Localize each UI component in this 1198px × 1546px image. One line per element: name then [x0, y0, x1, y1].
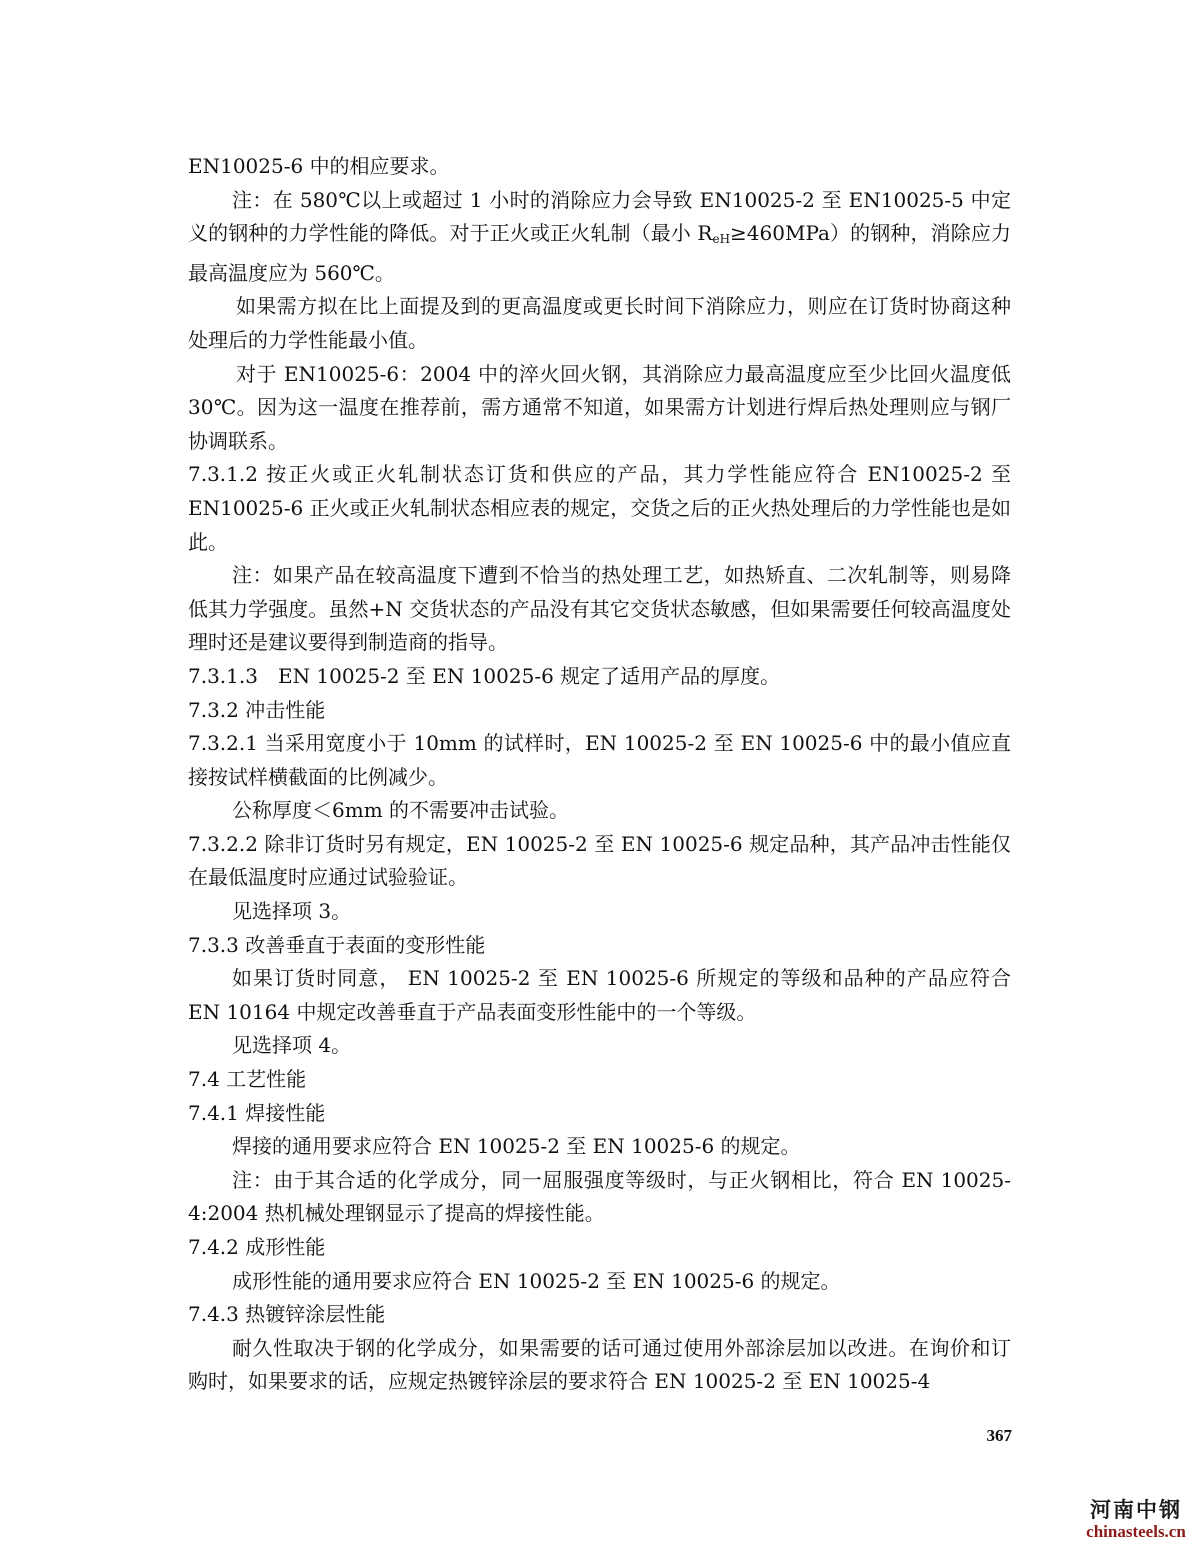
paragraph-continuation: EN10025-6 中的相应要求。 — [188, 154, 450, 178]
paragraph-higher-temperature: 如果需方拟在比上面提及到的更高温度或更长时间下消除应力，则应在订货时协商这种处理后的力学性能最小值。 — [188, 294, 1011, 352]
note-stress-relief — [188, 184, 1011, 291]
clause-7-3-1-2: 7.3.1.2 按正火或正火轧制状态订货和供应的产品，其力学性能应符合 EN10025-2 至 EN10025-6 正火或正火轧制状态相应表的规定，交货之后的正火热处理后的力学性能也是如此。 — [188, 462, 1011, 554]
clause-7-3-2-2: 7.3.2.2 除非订货时另有规定，EN 10025-2 至 EN 10025-6 规定品种，其产品冲击性能仅在最低温度时应通过试验验证。 — [188, 831, 1011, 890]
heading-7-4-2: 7.4.2 成形性能 — [188, 1235, 326, 1259]
heading-7-4: 7.4 工艺性能 — [188, 1067, 307, 1092]
paragraph-quenched-tempered: 对于 EN10025-6：2004 中的淬火回火钢，其消除应力最高温度应至少比回火温度低 30℃。因为这一温度在推荐前，需方通常不知道，如果需方计划进行焊后热处理则应与钢厂协调联系。 — [188, 361, 1011, 453]
body-text — [188, 150, 1011, 1399]
note-improper-heat-treatment: 注：如果产品在较高温度下遭到不恰当的热处理工艺，如热矫直、二次轧制等，则易降低其力学强度。虽然+N 交货状态的产品没有其它交货状态敏感，但如果需要任何较高温度处理时还是建议要得到制造商的指导。 — [188, 563, 1011, 655]
note-weldability: 注：由于其合适的化学成分，同一屈服强度等级时，与正火钢相比，符合 EN 10025-4:2004 热机械处理钢显示了提高的焊接性能。 — [188, 1167, 1011, 1226]
yield-subscript: eH — [712, 232, 731, 247]
heading-7-4-3: 7.4.3 热镀锌涂层性能 — [188, 1302, 386, 1327]
paragraph-weldability: 焊接的通用要求应符合 EN 10025-2 至 EN 10025-6 的规定。 — [232, 1134, 801, 1159]
paragraph-galvanizing: 耐久性取决于钢的化学成分，如果需要的话可通过使用外部涂层加以改进。在询价和订购时，如果要求的话，应规定热镀锌涂层的要求符合 EN 10025-2 至 EN 10025-4 — [188, 1335, 1011, 1394]
paragraph-formability: 成形性能的通用要求应符合 EN 10025-2 至 EN 10025-6 的规定。 — [232, 1268, 841, 1293]
page-number: 367 — [986, 1426, 1012, 1445]
option-reference-4: 见选择项 4。 — [232, 1033, 352, 1058]
heading-7-3-3: 7.3.3 改善垂直于表面的变形性能 — [188, 932, 486, 957]
note-text-head: 注：在 580℃以上或超过 1 小时的消除应力会导致 EN10025-2 至 EN10025-5 中定义的钢种的力学性能的降低。对于正火或正火轧制（最小 R — [188, 187, 1011, 246]
option-reference-3: 见选择项 3。 — [232, 899, 352, 924]
paragraph-through-thickness: 如果订货时同意， EN 10025-2 至 EN 10025-6 所规定的等级和品种的产品应符合 EN 10164 中规定改善垂直于产品表面变形性能中的一个等级。 — [188, 966, 1011, 1024]
watermark-brand: 河南中钢 — [1090, 1498, 1182, 1522]
note-text-tail: ≥460MPa）的钢种，消除应力最高温度应为 560℃。 — [188, 221, 1011, 285]
watermark-logo — [1080, 1498, 1192, 1542]
clause-7-3-2-1: 7.3.2.1 当采用宽度小于 10mm 的试样时，EN 10025-2 至 EN 10025-6 中的最小值应直接按试样横截面的比例减少。 — [188, 731, 1011, 789]
paragraph-nominal-thickness: 公称厚度＜6mm 的不需要冲击试验。 — [232, 798, 570, 823]
watermark-url: chinasteels.cn — [1086, 1522, 1186, 1541]
clause-7-3-1-3: 7.3.1.3 EN 10025-2 至 EN 10025-6 规定了适用产品的厚度。 — [188, 663, 781, 688]
heading-7-4-1: 7.4.1 焊接性能 — [188, 1100, 326, 1125]
heading-7-3-2: 7.3.2 冲击性能 — [188, 697, 326, 722]
